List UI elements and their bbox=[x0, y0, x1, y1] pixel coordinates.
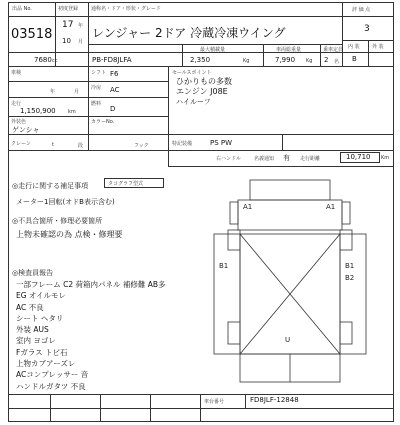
report-item: 一部フレーム C2 荷箱内パネル 補修難 AB多 bbox=[16, 280, 166, 289]
right-hand-drive-label: 右ハンドル bbox=[216, 156, 242, 162]
shift: F6 bbox=[110, 70, 119, 78]
sales-point: エンジン J08E bbox=[176, 87, 228, 96]
damage-mark: A1 bbox=[243, 203, 253, 211]
title-notice-value: 有 bbox=[283, 154, 290, 162]
mirror-left bbox=[230, 202, 238, 224]
interior-label: 内 装 bbox=[348, 44, 360, 50]
damage-mark: B1 bbox=[345, 262, 355, 270]
damage-mark: U bbox=[285, 336, 291, 344]
divider bbox=[8, 66, 394, 67]
fuel-label: 燃料 bbox=[91, 101, 102, 107]
model-month: 10 bbox=[62, 37, 71, 45]
report-item: 外装 AUS bbox=[16, 325, 49, 335]
fuel: D bbox=[110, 105, 116, 113]
wheel bbox=[228, 322, 240, 344]
gross-weight-unit: Kg bbox=[306, 58, 313, 64]
frame-number: FD8JLF-12848 bbox=[250, 396, 299, 404]
report-item: 上物カブアーズレ bbox=[16, 359, 76, 369]
vehicle-name: レンジャー 2ドア 冷蔵冷凍ウイング bbox=[92, 26, 286, 40]
meter-note: メーター1回転(オドB表示含む) bbox=[16, 198, 115, 206]
damage-mark: B2 bbox=[345, 274, 355, 282]
report-item: ACコンプレッサー 音 bbox=[16, 370, 89, 380]
title-notice-label: 名義通知 bbox=[254, 156, 275, 162]
damage-mark: A1 bbox=[326, 203, 336, 211]
odometer-unit: km bbox=[68, 109, 76, 115]
report-item: 室内 ヨゴレ bbox=[16, 336, 56, 346]
ac: AC bbox=[110, 86, 120, 94]
grade-label: 通称名・ドア・形状・グレード bbox=[91, 6, 161, 12]
score: 3 bbox=[364, 24, 370, 34]
tachograph-label: タコグラフ型式 bbox=[108, 181, 144, 187]
crane-unit: フック bbox=[134, 143, 149, 149]
max-load-unit: Kg bbox=[243, 58, 250, 64]
sales-points bbox=[176, 77, 232, 107]
model-code: PB-FD8JLFA bbox=[92, 56, 132, 64]
gross-weight-label: 車両総重量 bbox=[276, 47, 302, 53]
sales-point: ハイルーフ bbox=[176, 98, 211, 106]
model-year: 17 bbox=[62, 20, 74, 30]
inspection-label: 車検 bbox=[11, 70, 22, 76]
report-item: EG オイルモレ bbox=[16, 291, 67, 301]
special-equipment: PS PW bbox=[210, 139, 233, 147]
crane-unit: t bbox=[52, 142, 54, 148]
capacity-label: 乗車定員 bbox=[323, 47, 344, 53]
odometer: 1,150,900 bbox=[20, 107, 56, 115]
driving-notes-label: ◎走行に関する補足事項 bbox=[12, 182, 89, 190]
special-equipment-label: 特記装備 bbox=[172, 141, 193, 147]
month-unit: 月 bbox=[78, 39, 84, 45]
lot-label: 出品 No. bbox=[12, 6, 32, 12]
crane-unit: 段 bbox=[78, 143, 84, 149]
damage-mark: B1 bbox=[219, 262, 229, 270]
max-load: 2,350 bbox=[190, 56, 211, 64]
displacement-unit: cc bbox=[52, 58, 58, 64]
defect-note: 上物未確認の為 点検・修理要 bbox=[16, 230, 123, 239]
interior-grade: B bbox=[352, 55, 357, 63]
frame-number-label: 車台番号 bbox=[204, 399, 225, 405]
crane-label: クレーン bbox=[11, 141, 31, 147]
inspection-year-unit: 年 bbox=[50, 89, 56, 95]
wheel bbox=[228, 230, 240, 250]
inspector-report-label: ◎検査員報告 bbox=[12, 269, 54, 277]
sales-points-label: セールスポイント bbox=[172, 70, 212, 76]
mileage-unit: Km bbox=[381, 155, 390, 161]
capacity-unit: 名 bbox=[334, 59, 340, 65]
ac-label: 冷房 bbox=[91, 85, 102, 91]
gross-weight: 7,990 bbox=[275, 56, 296, 64]
displacement: 7680 bbox=[34, 56, 52, 64]
report-item: ハンドルガタツ 不良 bbox=[16, 381, 86, 391]
shift-label: シフト bbox=[91, 70, 107, 76]
mileage-label: 走行距離 bbox=[300, 156, 321, 162]
inspection-month-unit: 月 bbox=[74, 89, 80, 95]
wheel bbox=[340, 322, 352, 344]
wheel bbox=[340, 230, 352, 250]
report-item: AC 不良 bbox=[16, 302, 44, 312]
divider bbox=[8, 16, 394, 17]
exterior-label: 外 装 bbox=[372, 44, 384, 50]
left-wall bbox=[214, 234, 240, 354]
max-load-label: 最大積載量 bbox=[200, 47, 226, 53]
report-item: Fガラス トビ石 bbox=[16, 347, 68, 357]
defect-label: ◎不具合箇所・修理必要箇所 bbox=[12, 217, 103, 225]
model-year-label: 初度登録 bbox=[58, 6, 79, 12]
odometer-label: 走行 bbox=[11, 101, 22, 107]
right-wall bbox=[340, 234, 366, 354]
mirror-right bbox=[342, 202, 350, 224]
report-item: シート ヘタリ bbox=[16, 313, 64, 323]
lot-number: 03518 bbox=[11, 27, 53, 42]
color: ゲンシャ bbox=[12, 126, 40, 134]
mileage-value: 10,710 bbox=[346, 153, 371, 161]
color-code-label: カラーNo. bbox=[91, 119, 115, 125]
inspector-report bbox=[16, 279, 166, 392]
capacity: 2 bbox=[324, 56, 329, 64]
cab-roof bbox=[250, 180, 330, 200]
truck-diagram bbox=[210, 172, 390, 394]
color-label: 外装色 bbox=[11, 119, 27, 125]
year-unit: 年 bbox=[78, 23, 84, 29]
score-label: 評 価 点 bbox=[352, 7, 371, 13]
sales-point: ひかりもの多数 bbox=[176, 77, 232, 86]
